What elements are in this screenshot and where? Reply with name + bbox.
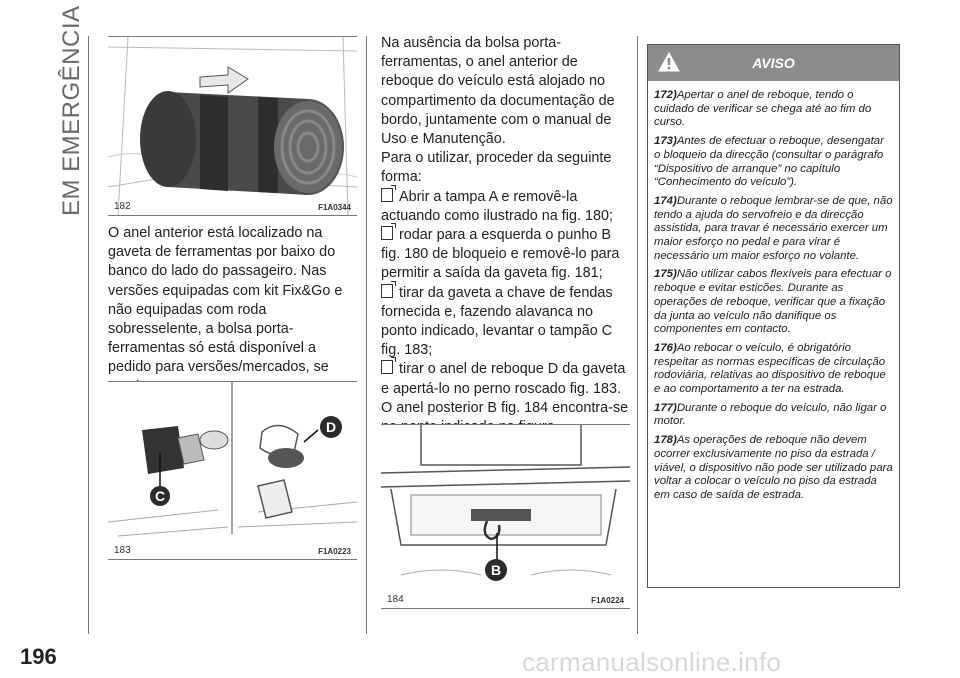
figure-number: 182 [114,201,131,212]
warning-text: Durante o reboque lembrar-se de que, não tendo a ajuda do servofreio e da direcção assistida, para travar é necessário exercer um maior esforço no pedal e para virar é necessário um maior esforço no volante. [654,194,893,262]
intro-paragraph: Na ausência da bolsa porta-ferramentas, o anel anterior de reboque do veículo está alojado no compartimento da documentação de bordo, juntamente com o manual de Uso e Manutenção. [381,35,615,148]
column-divider-1 [366,36,367,634]
tow-bag-illustration [108,37,357,215]
step-text: Abrir a tampa A e removê-la actuando como ilustrado na fig. 180; [381,188,613,224]
warning-header [648,45,899,81]
warning-number: 176) [654,341,677,354]
warning-text: Ao rebocar o veículo, é obrigatório respeitar as normas específicas de circulação rodoviária, relativas ao dispositivo de reboque e ao comportamento a ter na estrada. [654,341,886,396]
label-b-badge [485,559,507,581]
checkbox-icon [381,360,393,374]
closing-paragraph: O anel posterior B fig. 184 encontra-se [381,399,629,416]
column-2-text [381,34,631,437]
warning-item [654,195,893,264]
warning-text: Durante o reboque do veículo, não ligar o motor. [654,401,887,428]
figure-code: F1A0224 [591,596,624,605]
warning-box [647,44,900,588]
figure-182 [108,36,357,216]
step-2 [381,226,631,284]
step-3 [381,284,631,361]
step-4 [381,360,631,398]
warning-text: Antes de efectuar o reboque, desengatar o bloqueio da direcção (consultar o parágrafo “Dispositivo de arranque” no capítulo “Conhecimento do veículo”). [654,135,884,189]
warning-text: Não utilizar cabos flexíveis para efectuar o reboque e evitar esticões. Durante as operações de reboque, verificar que a fixação da junta ao veículo não danifique os componentes em contacto. [654,268,892,336]
page-number: 196 [20,644,57,669]
paragraph: O anel anterior está localizado na gaveta de ferramentas por baixo do banco do lado do passageiro. Nas versões equipadas com kit Fix&Go e não equipadas com roda sobresselente, a bolsa porta-ferramentas só está disponível a pedido para versões/mercados, se [108,225,343,376]
figure-184 [381,424,630,609]
warning-number: 173) [654,135,677,148]
instruction-lead: Para o utilizar, proceder da seguinte forma: [381,150,612,186]
label-d-badge [320,416,342,438]
warning-number: 174) [654,194,677,207]
warning-item [654,268,893,337]
watermark: carmanualsonline.info [522,647,782,677]
figure-code: F1A0344 [318,203,351,212]
warning-item [654,135,893,190]
warning-title: AVISO [752,55,795,71]
step-text: tirar da gaveta a chave de fendas fornecida e, fazendo alavanca no ponto indicado, levantar o tampão C fig. 183; [381,284,613,359]
step-text: tirar o anel de reboque D da gaveta e apertá-lo no perno roscado fig. 183. [381,361,626,397]
figure-code: F1A0223 [318,547,351,556]
rear-tow-hook-illustration [381,425,630,608]
warning-text: Apertar o anel de reboque, tendo o cuidado de verificar se chega até ao fim do curso. [654,89,872,129]
warning-item [654,402,893,429]
label-c-badge [150,486,170,506]
figure-number: 183 [114,545,131,556]
column-divider-2 [637,36,638,634]
column-1-text [108,224,360,397]
warning-number: 178) [654,434,677,447]
warning-number: 172) [654,89,677,101]
section-title [58,5,85,228]
checkbox-icon [381,284,393,298]
figure-183 [108,381,357,560]
step-1 [381,188,631,226]
warning-number: 177) [654,401,677,414]
label-b: B [490,562,502,578]
warning-number: 175) [654,268,677,281]
front-tow-hook-illustration [108,382,357,559]
label-d: D [325,419,337,435]
warning-item [654,434,893,503]
margin-rule [88,36,89,634]
warning-list [648,81,899,503]
section-title-text: EM EMERGÊNCIA [58,5,85,216]
warning-item [654,89,893,130]
warning-text: As operações de reboque não devem ocorrer exclusivamente no piso da estrada / viável, o dispositivo não pode ser utilizado para voltar a colocar o veículo no piso da estrada em caso de saída de estrada. [654,434,893,501]
step-text: rodar para a esquerda o punho B fig. 180 de bloqueio e removê-lo para permitir a saída da gaveta fig. 181; [381,227,620,282]
checkbox-icon [381,226,393,240]
checkbox-icon [381,188,393,202]
label-c: C [154,488,166,504]
figure-number: 184 [387,594,404,605]
warning-item [654,342,893,397]
